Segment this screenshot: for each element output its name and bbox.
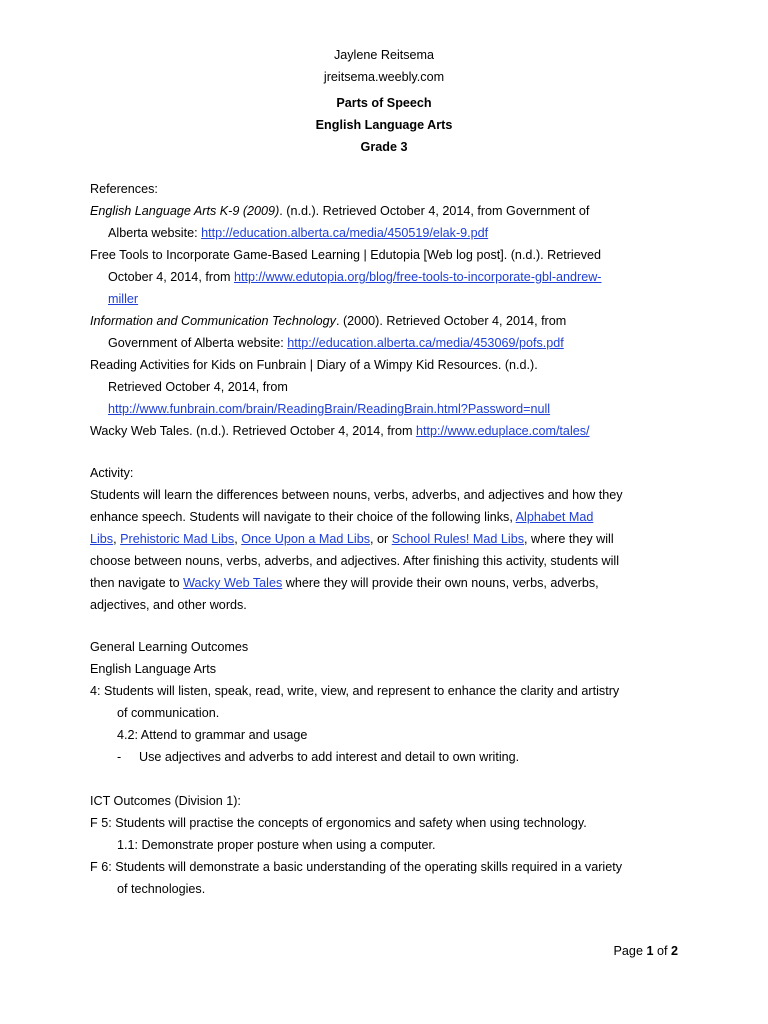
reference-4-link[interactable]: http://www.funbrain.com/brain/ReadingBrain/ReadingBrain.html?Password=null (108, 402, 551, 416)
alphabet-mad-libs-link-continued[interactable]: Libs (90, 532, 114, 546)
current-page: 1 (646, 944, 654, 958)
reference-3-link[interactable]: http://education.alberta.ca/media/453069/pofs.pdf (287, 336, 564, 350)
outcome-bullet-dash: - (117, 750, 122, 764)
reference-1-title: English Language Arts K-9 (2009) (90, 204, 280, 218)
ict-heading: ICT Outcomes (Division 1): (90, 794, 241, 808)
reference-1-line-2 (108, 222, 488, 244)
outcome-4-line-2: of communication. (117, 706, 220, 720)
ict-f6-line-2: of technologies. (117, 882, 206, 896)
alphabet-mad-libs-link[interactable]: Alphabet Mad (515, 510, 594, 524)
total-pages: 2 (670, 944, 678, 958)
wacky-web-tales-link[interactable]: Wacky Web Tales (183, 576, 283, 590)
ict-f5: F 5: Students will practise the concepts of ergonomics and safety when using technology. (90, 816, 587, 830)
ict-f6-line-1: F 6: Students will demonstrate a basic understanding of the operating skills required in a variety (90, 860, 623, 874)
reference-1-link[interactable]: http://education.alberta.ca/media/450519/elak-9.pdf (201, 226, 489, 240)
reference-3-line-1 (90, 310, 566, 332)
reference-4-line-2: Retrieved October 4, 2014, from (108, 380, 288, 394)
reference-3-text-2: Government of Alberta website: (108, 336, 288, 350)
reference-2-line-2 (108, 266, 602, 288)
outcomes-heading: General Learning Outcomes (90, 640, 249, 654)
activity-line-5-text: then navigate to (90, 576, 184, 590)
ict-f5-1: 1.1: Demonstrate proper posture when using a computer. (117, 838, 436, 852)
subject-title: English Language Arts (315, 118, 453, 132)
page-number (614, 940, 678, 962)
activity-line-3 (90, 528, 614, 550)
reference-2-line-3 (108, 288, 138, 310)
reference-4-line-1: Reading Activities for Kids on Funbrain | Diary of a Wimpy Kid Resources. (n.d.). (90, 358, 538, 372)
reference-1-line-1 (90, 200, 589, 222)
page-label: Page (613, 944, 647, 958)
reference-2-line-1: Free Tools to Incorporate Game-Based Learning | Edutopia [Web log post]. (n.d.). Retrieved (90, 248, 602, 262)
activity-heading: Activity: (90, 466, 134, 480)
activity-line-5-tail: where they will provide their own nouns, verbs, adverbs, (282, 576, 599, 590)
once-upon-a-mad-libs-link[interactable]: Once Upon a Mad Libs (241, 532, 371, 546)
activity-line-3-tail: , where they will (524, 532, 614, 546)
reference-1-text-2: Alberta website: (108, 226, 202, 240)
reference-2-link[interactable]: http://www.edutopia.org/blog/free-tools-to-incorporate-gbl-andrew- (234, 270, 602, 284)
page-title: Parts of Speech (336, 96, 432, 110)
activity-line-4: choose between nouns, verbs, adverbs, and adjectives. After finishing this activity, students will (90, 554, 619, 568)
outcome-bullet-text: Use adjectives and adverbs to add interest and detail to own writing. (139, 750, 520, 764)
outcome-4-2: 4.2: Attend to grammar and usage (117, 728, 308, 742)
reference-2-link-continued[interactable]: miller (108, 292, 139, 306)
author-name: Jaylene Reitsema (333, 48, 435, 62)
reference-3-title: Information and Communication Technology (90, 314, 336, 328)
reference-3-line-2 (108, 332, 564, 354)
grade-title: Grade 3 (360, 140, 408, 154)
activity-line-5 (90, 572, 599, 594)
activity-line-2 (90, 506, 593, 528)
reference-2-text-2: October 4, 2014, from (108, 270, 234, 284)
reference-5-link[interactable]: http://www.eduplace.com/tales/ (415, 424, 590, 438)
outcome-4-line-1: 4: Students will listen, speak, read, write, view, and represent to enhance the clarity and artistry (90, 684, 620, 698)
reference-1-text: . (n.d.). Retrieved October 4, 2014, from Government of (279, 204, 590, 218)
activity-line-6: adjectives, and other words. (90, 598, 247, 612)
separator-2: , (234, 532, 242, 546)
references-heading: References: (90, 182, 158, 196)
separator-3: , or (370, 532, 392, 546)
school-rules-mad-libs-link[interactable]: School Rules! Mad Libs (391, 532, 525, 546)
activity-line-2-text: enhance speech. Students will navigate to their choice of the following links, (90, 510, 516, 524)
prehistoric-mad-libs-link[interactable]: Prehistoric Mad Libs (120, 532, 235, 546)
outcomes-subject: English Language Arts (90, 662, 217, 676)
reference-5-text: Wacky Web Tales. (n.d.). Retrieved October 4, 2014, from (90, 424, 416, 438)
reference-4-line-3 (108, 398, 550, 420)
activity-line-1: Students will learn the differences between nouns, verbs, adverbs, and adjectives and how they (90, 488, 623, 502)
separator-1: , (113, 532, 121, 546)
of-label: of (653, 944, 671, 958)
author-website: jreitsema.weebly.com (323, 70, 445, 84)
reference-5-line-1 (90, 420, 590, 442)
reference-3-text: . (2000). Retrieved October 4, 2014, from (335, 314, 567, 328)
